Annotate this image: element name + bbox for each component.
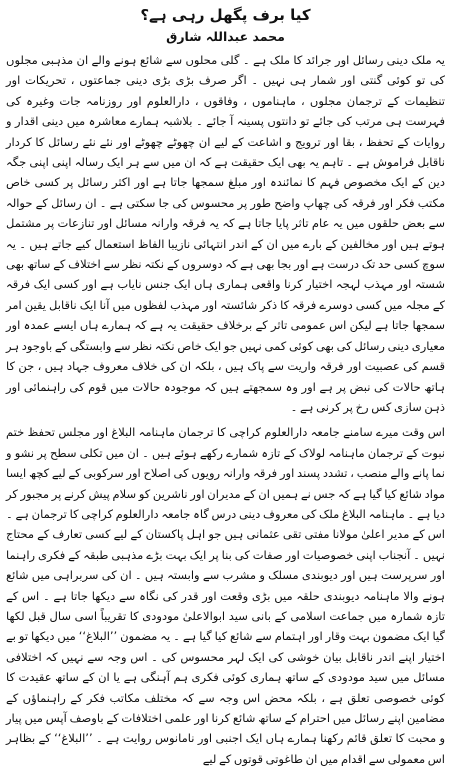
paragraph-1: یہ ملک دینی رسائل اور جرائد کا ملک ہے ۔ گلی محلوں سے شائع ہونے والے ان مذہبی مجلوں کی تو کوئی گنتی اور شمار ہی نہیں ۔ اگر صرف بڑی بڑی دینی جماعتوں ، تحریکات اور تنظیمات کے ترجمان مجلوں ، ماہناموں ، وفاقوں ، دارالعلوم اور روزنامہ جات وغیرہ کی فہرست ہی مرتب کی جائے تو دانتوں پسینہ آ جائے ۔ بلاشبہ ہمارے معاشرہ میں دینی اقدار و روایات کے تحفظ ، بقا اور ترویج و اشاعت کے لیے ان چھوٹے چھوٹے اور نئے نئے رسائل کا کردار ناقابل فراموش ہے ۔ تاہم یہ بھی ایک حقیقت ہے کہ ان میں سے ہر ایک رسالہ اپنی اپنی جگہ دین کے ایک مخصوص فہم کا نمائندہ اور مبلغ سمجھا جاتا ہے اور اکثر رسائل پر کسی خاص مکتب فکر اور فرقہ کی چھاپ واضح طور پر محسوس کی جا سکتی ہے ۔ ان رسائل کے حوالہ سے بعض حلقوں میں یہ عام تاثر پایا جاتا ہے کہ یہ فرقہ وارانہ مسائل اور تنازعات پر مشتمل ہوتے ہیں اور مخالفین کے بارے میں ان کے اندر انتہائی نازیبا الفاظ استعمال کیے جاتے ہیں ۔ یہ سوچ کسی حد تک درست ہے اور بجا بھی ہے کہ دوسروں کے نکتہ نظر سے اختلاف کے ساتھ بھی شستہ اور مہذب لہجہ اختیار کرنا واقعی ہماری ہاں ایک جنس نایاب ہے اور کسی ایک فرقہ کے مجلہ میں کسی دوسرے فرقہ کا ذکر شائستہ اور مہذب لفظوں میں آنا ایک ناقابل یقین امر سمجھا جاتا ہے لیکن اس عمومی تاثر کے برخلاف حقیقت یہ ہے کہ ہمارے ہاں ایسے عمدہ اور معیاری دینی رسائل کی بھی کوئی کمی نہیں جو ایک خاص نکتہ نظر سے وابستگی کے باوجود ہر قسم کی عصبیت اور فرقہ واریت سے پاک ہیں ، بلکہ ان کی خلاف معروف جہاد ہیں ، جن کا ہاتھ حالات کی نبض پر ہے اور وہ سمجھتے ہیں کہ موجودہ حالات میں قوم کی راہنمائی اور ذہن سازی کس رخ پر کرنی ہے ۔ (6, 53, 445, 414)
article-body (6, 50, 445, 769)
article-title: کیا برف پگھل رہی ہے؟ (140, 6, 311, 24)
paragraph-2: اس وقت میرے سامنے جامعہ دارالعلوم کراچی کا ترجمان ماہنامہ البلاغ اور مجلس تحفظ ختم نبوت کے ترجمان ماہنامہ لولاک کے تازہ شمارے رکھے ہوئے ہیں ۔ ان میں تکلی سطح پر نشو و نما پانے والے منصب ، تشدد پسند اور فرقہ وارانہ رویوں کی اصلاح اور سرکوبی کے لیے کچھ ایسا مواد شائع کیا گیا ہے کہ جس نے ہمیں ان کے مدیران اور ناشرین کو سلام پیش کرنے پر مجبور کر دیا ہے ۔ ماہنامہ البلاغ ملک کی معروف دینی درس گاہ جامعہ دارالعلوم کراچی کا ترجمان ہے ۔ اس کے مدیر اعلیٰ مولانا مفتی تقی عثمانی ہیں جو اہل پاکستان کے لیے کسی تعارف کے محتاج نہیں ۔ آنجناب اپنی خصوصیات اور صفات کی بنا پر ایک بہت بڑے مذہبی طبقہ کے فکری راہنما اور سرپرست ہیں اور دیوبندی مسلک و مشرب سے وابستہ ہیں ۔ ان کی سربراہی میں شائع ہونے والا ماہنامہ دیوبندی حلقہ میں بڑی وقعت اور قدر کی نگاہ سے دیکھا جاتا ہے ۔ اس کے تازہ شمارہ میں جماعت اسلامی کے بانی سید ابوالاعلیٰ مودودی کا تقریباً اسی سال قبل لکھا گیا ایک مضمون بہت وقار اور اہتمام سے شائع کیا گیا ہے ۔ یہ مضمون ’’البلاغ‘‘ میں دیکھا تو بے اختیار اپنے اندر ناقابل بیان خوشی کی ایک لہر محسوس کی ۔ اس وجہ سے نہیں کہ اختلافی مسائل میں سید مودودی کے ساتھ ہماری کوئی فکری ہم آہنگی ہے یا ان کے ساتھ عقیدت کا کوئی خصوصی تعلق ہے ، بلکہ محض اس وجہ سے کہ مختلف مکاتب فکر کے راہنماؤں کے مضامین اپنے رسائل میں احترام کے ساتھ شائع کرنا اور علمی اختلافات کے باوصف آپس میں پیار و محبت کا تعلق قائم رکھنا ہمارے ہاں ایک اجنبی اور نامانوس روایت ہے ۔ ’’البلاغ‘‘ کے بظاہر اس معمولی سے اقدام میں ان طاغوتی قوتوں کے لیے (6, 425, 445, 766)
author-name: محمد عبداللہ شارق (166, 29, 285, 44)
